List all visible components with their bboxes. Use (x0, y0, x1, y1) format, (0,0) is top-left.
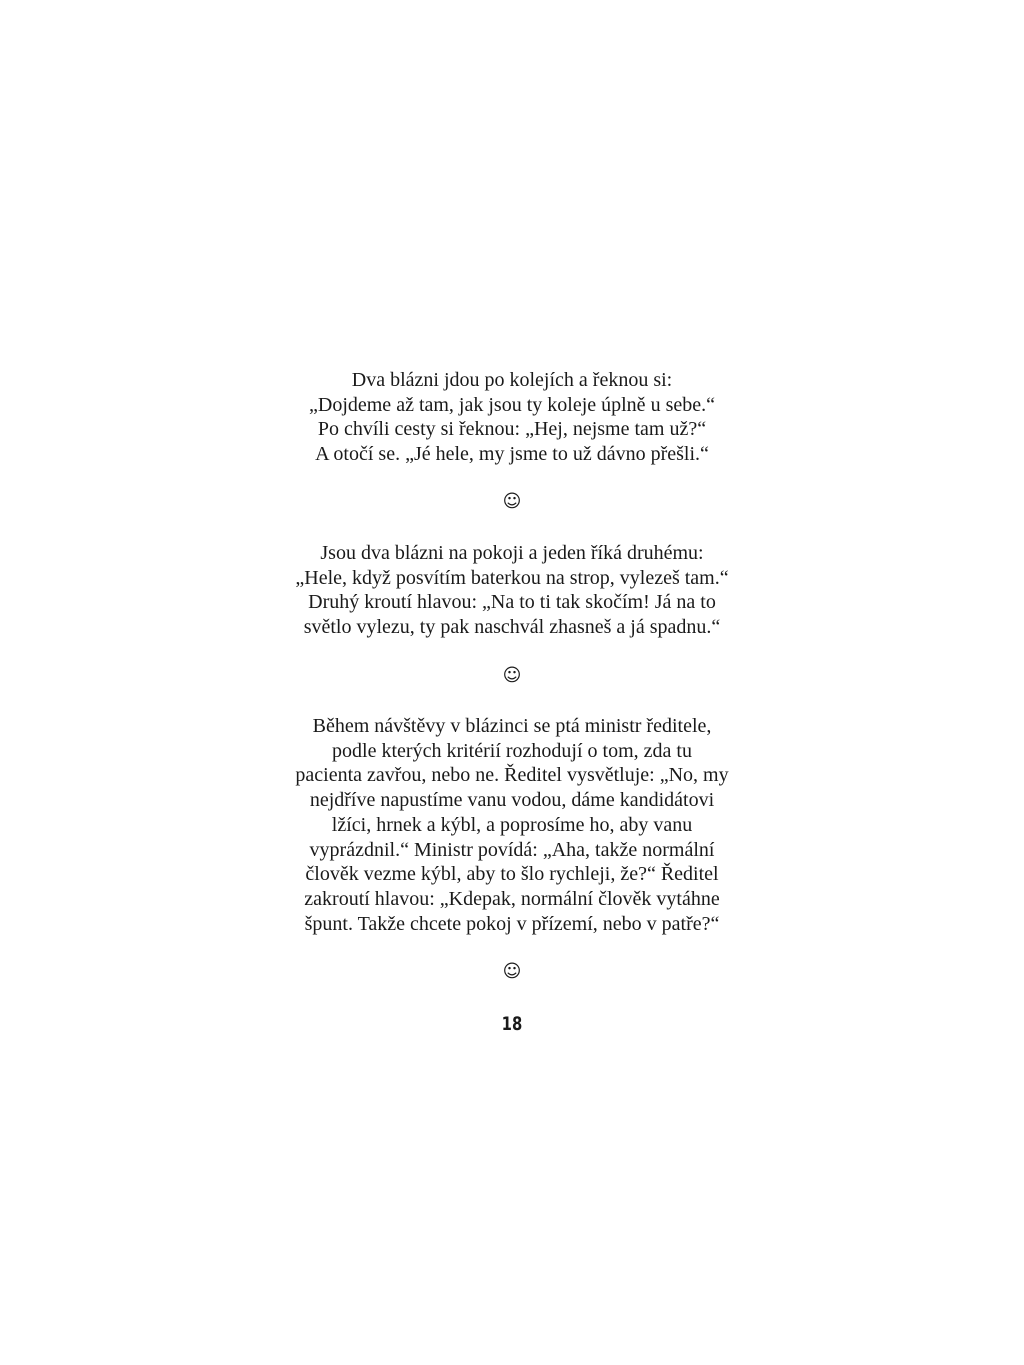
text-line: Po chvíli cesty si řeknou: „Hej, nejsme tam už?“ (317, 418, 707, 441)
text-line: „Hele, když posvítím baterkou na strop, vylezeš tam.“ (295, 566, 729, 589)
text-line: A otočí se. „Jé hele, my jsme to už dávno přešli.“ (315, 443, 709, 466)
text-line: člověk vezme kýbl, aby to šlo rychleji, že?“ Ředitel (305, 863, 719, 886)
smiley-separator-icon: ☺ (502, 665, 522, 686)
text-line: Během návštěvy v blázinci se ptá ministr ředitele, (312, 715, 712, 737)
page-number: 18 (501, 1013, 523, 1035)
text-line: Druhý kroutí hlavou: „Na to ti tak skočím! Já na to (308, 591, 716, 614)
text-line: Dva blázni jdou po kolejích a řeknou si: (351, 369, 673, 391)
smiley-separator-icon: ☺ (502, 491, 522, 512)
text-line: vyprázdnil.“ Ministr povídá: „Aha, takže normální (309, 838, 715, 861)
text-line: zakroutí hlavou: „Kdepak, normální člověk vytáhne (304, 887, 720, 910)
text-line: pacienta zavřou, nebo ne. Ředitel vysvětluje: „No, my (295, 764, 729, 787)
text-line: podle kterých kritérií rozhodují o tom, zda tu (332, 739, 692, 762)
smiley-separator-icon: ☺ (502, 961, 522, 982)
text-line: špunt. Takže chcete pokoj v přízemí, nebo v patře?“ (304, 912, 720, 935)
text-line: Jsou dva blázni na pokoji a jeden říká druhému: (320, 542, 704, 564)
joke-3 (212, 714, 812, 936)
text-line: lžíci, hrnek a kýbl, a poprosíme ho, aby vanu (331, 813, 693, 836)
text-line: „Dojdeme až tam, jak jsou ty koleje úplně u sebe.“ (309, 393, 715, 416)
text-line: nejdříve napustíme vanu vodou, dáme kandidátovi (309, 789, 715, 812)
text-line: světlo vylezu, ty pak naschvál zhasneš a já spadnu.“ (303, 616, 721, 639)
joke-2 (212, 541, 812, 640)
joke-1 (212, 368, 812, 467)
